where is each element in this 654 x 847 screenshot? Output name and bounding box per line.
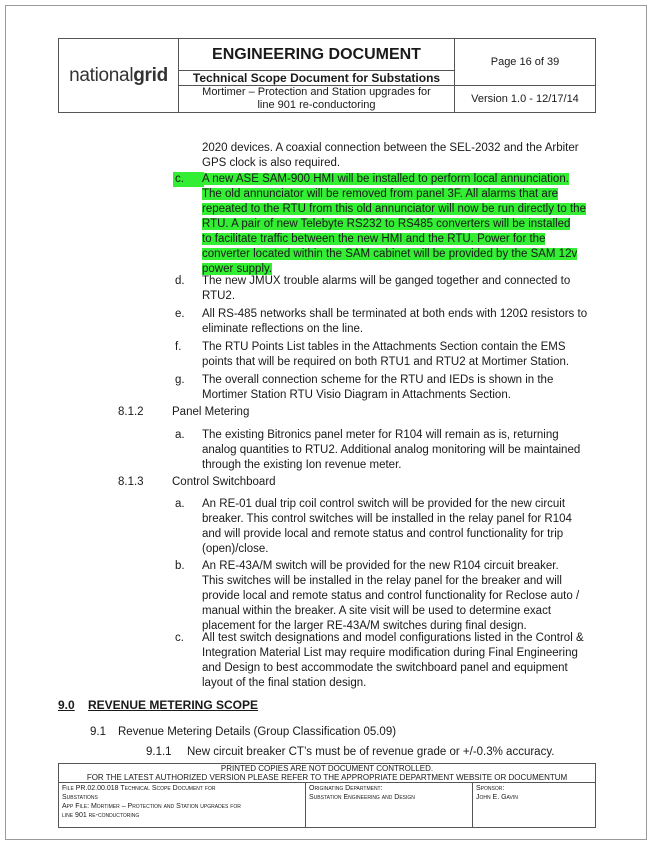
item-813b-line3: provide local and remote status and control functionality for Reclose auto / — [202, 590, 580, 602]
item-813c-letter: c. — [175, 632, 184, 644]
item-f-line1: The RTU Points List tables in the Attachments Section contain the EMS — [202, 341, 566, 353]
item-812a-line1: The existing Bitronics panel meter for R104 will remain as is, returning — [202, 429, 559, 441]
item-813b-paragraph — [202, 559, 579, 634]
section-8-1-2-number: 8.1.2 — [118, 406, 144, 418]
section-8-1-3-number: 8.1.3 — [118, 476, 144, 488]
footer-notice-line2: FOR THE LATEST AUTHORIZED VERSION PLEASE REFER TO THE APPROPRIATE DEPARTMENT WEBSITE OR DOCUMENTUM — [86, 773, 568, 782]
footer-sponsor-label: Sponsor: — [476, 785, 505, 792]
item-c-line: RTU. A pair of new Telebyte RS232 to RS485 converters will be installed — [202, 218, 571, 230]
item-813a-line4: (open)/close. — [202, 543, 269, 555]
footer-notice-line1: PRINTED COPIES ARE NOT DOCUMENT CONTROLLED. — [220, 764, 434, 773]
item-813a-line2: breaker. This control switches will be installed in the relay panel for R104 — [202, 513, 572, 525]
item-c-line: converter located within the SAM cabinet will be provided by the SAM 12v — [202, 248, 578, 260]
item-813b-line5: placement for the larger RE-43A/M switches during final design. — [202, 620, 527, 632]
item-813b-line2: This switches will be installed in the relay panel for the breaker and will — [202, 575, 562, 587]
footer-app-line2: line 901 re-conductoring — [62, 812, 140, 819]
item-813a-line3: and will provide local and remote status and control functionality for trip — [202, 528, 564, 540]
footer-file-line2: Substations — [62, 794, 98, 801]
item-d-paragraph — [202, 274, 570, 304]
item-e-paragraph — [202, 307, 587, 337]
section-9-1-1-number: 9.1.1 — [146, 746, 172, 758]
intro-paragraph — [202, 141, 579, 171]
item-813a-letter: a. — [175, 498, 185, 510]
item-e-line2: eliminate reflections on the line. — [202, 323, 364, 335]
footer-app-line1: App File: Mortimer – Protection and Station upgrades for — [62, 803, 241, 810]
logo-bold-text: grid — [133, 64, 168, 86]
item-812a-line2: analog quantities to RTU2. Additional analog monitoring will be maintained — [202, 444, 581, 456]
footer-originating-department — [306, 783, 473, 828]
item-d-line2: RTU2. — [202, 290, 236, 302]
footer-file-info — [59, 783, 306, 828]
footer-orig-label: Originating Department: — [309, 785, 383, 792]
project-line1: Mortimer – Protection and Station upgrades for — [202, 86, 431, 98]
item-813a-paragraph — [202, 497, 572, 557]
item-813a-line1: An RE-01 dual trip coil control switch will be provided for the new circuit — [202, 498, 566, 510]
document-title: Technical Scope Document for Substations — [179, 71, 455, 86]
item-f-letter: f. — [175, 341, 182, 353]
document-header — [58, 38, 596, 113]
footer-sponsor — [473, 783, 596, 828]
section-8-1-2-title: Panel Metering — [172, 406, 250, 418]
item-g-line2: Mortimer Station RTU Visio Diagram in Attachments Section. — [202, 389, 511, 401]
item-813b-line1: An RE-43A/M switch will be provided for the new R104 circuit breaker. — [202, 560, 559, 572]
item-c-letter: c. — [173, 172, 204, 187]
intro-line1: 2020 devices. A coaxial connection between the SEL-2032 and the Arbiter — [202, 142, 579, 154]
logo-light-text: national — [69, 64, 134, 86]
item-c-line: A new ASE SAM-900 HMI will be installed to perform local annunciation. — [202, 173, 569, 185]
project-title — [179, 86, 455, 113]
item-813b-letter: b. — [175, 560, 185, 572]
item-813c-line1: All test switch designations and model configurations listed in the Control & — [202, 632, 584, 644]
item-c-paragraph — [202, 172, 586, 277]
item-813c-paragraph — [202, 631, 584, 691]
footer-file-line1: File PR.02.00.018 Technical Scope Document for — [62, 785, 216, 792]
item-813c-line2: Integration Material List may require modification during Final Engineering — [202, 647, 578, 659]
item-c-line: to facilitate traffic between the new HMI and the RTU. Power for the — [202, 233, 546, 245]
document-type: ENGINEERING DOCUMENT — [179, 39, 455, 71]
project-line2: line 901 re-conductoring — [257, 99, 376, 111]
item-g-paragraph — [202, 373, 553, 403]
item-g-line1: The overall connection scheme for the RTU and IEDs is shown in the — [202, 374, 554, 386]
item-812a-letter: a. — [175, 429, 185, 441]
item-812a-paragraph — [202, 428, 580, 473]
section-9-0-title: REVENUE METERING SCOPE — [88, 698, 259, 712]
footer-sponsor-value: John E. Gavin — [476, 794, 518, 801]
section-9-0-number: 9.0 — [58, 698, 75, 712]
item-f-line2: points that will be required on both RTU1 and RTU2 at Mortimer Station. — [202, 356, 570, 368]
item-e-line1: All RS-485 networks shall be terminated at both ends with 120Ω resistors to — [202, 308, 588, 320]
intro-line2: GPS clock is also required. — [202, 157, 341, 169]
item-g-letter: g. — [175, 374, 185, 386]
footer-orig-value: Substation Engineering and Design — [309, 794, 415, 801]
page-number: Page 16 of 39 — [455, 39, 596, 86]
section-9-1-number: 9.1 — [90, 726, 106, 738]
item-f-paragraph — [202, 340, 569, 370]
section-9-1-title: Revenue Metering Details (Group Classification 05.09) — [118, 726, 397, 738]
section-9-1-1-text: New circuit breaker CT’s must be of revenue grade or +/-0.3% accuracy. — [187, 746, 555, 758]
page-border — [5, 5, 647, 840]
section-8-1-3-title: Control Switchboard — [172, 476, 276, 488]
item-d-line1: The new JMUX trouble alarms will be ganged together and connected to — [202, 275, 571, 287]
footer-notice — [59, 764, 596, 783]
item-813b-line4: manual within the breaker. A site visit will be used to determine exact — [202, 605, 552, 617]
document-footer — [58, 763, 596, 828]
version: Version 1.0 - 12/17/14 — [455, 86, 596, 113]
item-812a-line3: through the existing Ion revenue meter. — [202, 459, 402, 471]
item-c-line: The old annunciator will be removed from panel 3F. All alarms that are — [202, 188, 559, 200]
item-c-line: repeated to the RTU from this old annunciator will now be run directly to the — [202, 203, 586, 215]
item-c-line: power supply. — [202, 263, 273, 275]
item-e-letter: e. — [175, 308, 185, 320]
nationalgrid-logo — [59, 39, 179, 113]
item-d-letter: d. — [175, 275, 185, 287]
item-813c-line4: layout of the final station design. — [202, 677, 367, 689]
item-813c-line3: and Design to best accommodate the switchboard panel and equipment — [202, 662, 568, 674]
